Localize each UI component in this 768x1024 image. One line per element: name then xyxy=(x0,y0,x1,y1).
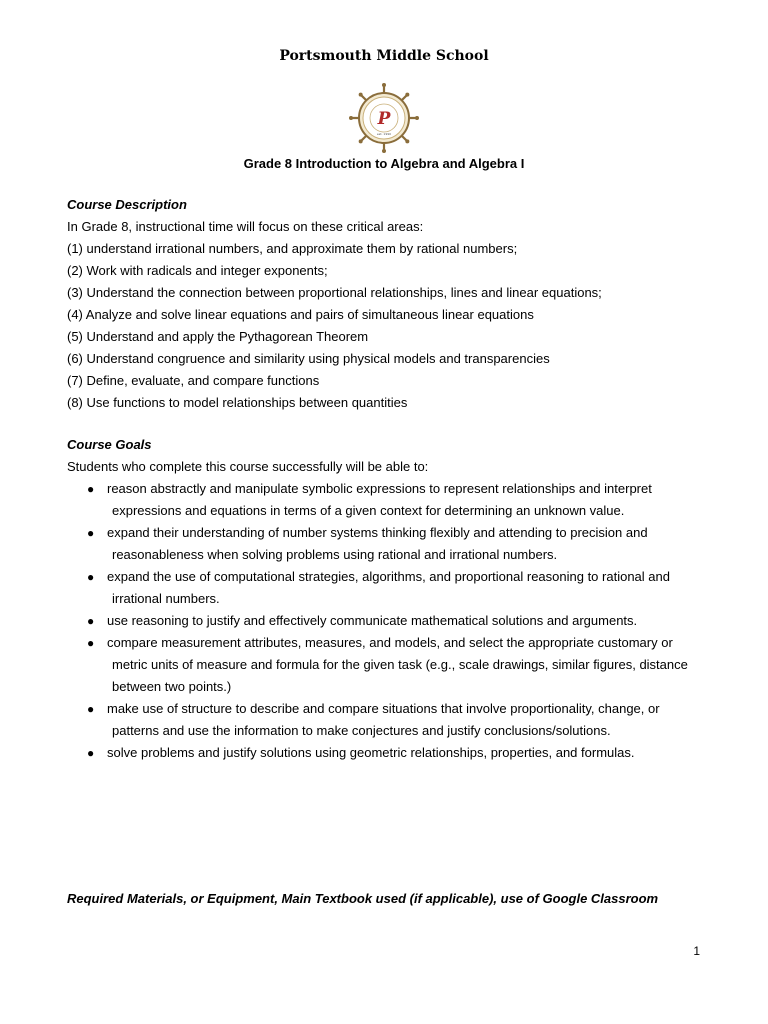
bullet-icon: ● xyxy=(87,570,95,584)
bullet-icon: ● xyxy=(87,636,95,650)
critical-area-item: (2) Work with radicals and integer exponents; xyxy=(67,263,328,278)
goal-item xyxy=(67,610,707,632)
bullet-icon: ● xyxy=(87,526,95,540)
critical-area-item: (1) understand irrational numbers, and approximate them by rational numbers; xyxy=(67,241,518,256)
goal-item xyxy=(67,698,707,742)
course-goals-section xyxy=(67,434,707,764)
goal-text: solve problems and justify solutions using geometric relationships, properties, and formulas. xyxy=(107,745,635,760)
school-name: Portsmouth Middle School xyxy=(279,48,489,64)
goal-item xyxy=(67,566,707,610)
seal-est-text: est. 1990 xyxy=(376,132,392,136)
critical-area-item: (5) Understand and apply the Pythagorean Theorem xyxy=(67,329,369,344)
bullet-icon: ● xyxy=(87,614,95,628)
course-description-section xyxy=(67,194,707,414)
seal-letter: P xyxy=(377,109,391,129)
critical-area-item: (7) Define, evaluate, and compare functions xyxy=(67,373,320,388)
bullet-icon: ● xyxy=(87,746,95,760)
required-materials-heading: Required Materials, or Equipment, Main Textbook used (if applicable), use of Google Classroom xyxy=(67,891,659,906)
critical-area-item: (6) Understand congruence and similarity using physical models and transparencies xyxy=(67,351,550,366)
course-description-intro: In Grade 8, instructional time will focus on these critical areas: xyxy=(67,219,424,234)
bullet-icon: ● xyxy=(87,482,95,496)
bullet-icon: ● xyxy=(87,702,95,716)
goal-text: reason abstractly and manipulate symbolic expressions to represent relationships and interpret expressions and equations in terms of a given context for determining an unknown value. xyxy=(107,481,652,518)
page-number: 1 xyxy=(693,944,700,958)
critical-area-item: (4) Analyze and solve linear equations and pairs of simultaneous linear equations xyxy=(67,307,534,322)
goal-item xyxy=(67,632,707,698)
goals-list xyxy=(67,478,707,764)
school-seal-logo xyxy=(348,82,420,154)
goal-text: use reasoning to justify and effectively communicate mathematical solutions and arguments. xyxy=(107,613,638,628)
critical-area-item: (8) Use functions to model relationships between quantities xyxy=(67,395,408,410)
critical-area-item: (3) Understand the connection between proportional relationships, lines and linear equations; xyxy=(67,285,602,300)
course-goals-intro: Students who complete this course successfully will be able to: xyxy=(67,459,429,474)
course-title: Grade 8 Introduction to Algebra and Algebra I xyxy=(243,156,525,171)
goal-text: expand their understanding of number systems thinking flexibly and attending to precision and reasonableness when solving problems using rational and irrational numbers. xyxy=(107,525,648,562)
goal-text: expand the use of computational strategies, algorithms, and proportional reasoning to rational and irrational numbers. xyxy=(107,569,670,606)
goal-item xyxy=(67,742,707,764)
goal-text: make use of structure to describe and compare situations that involve proportionality, change, or patterns and use the information to make conjectures and justify conclusions/solutions. xyxy=(107,701,660,738)
course-goals-heading: Course Goals xyxy=(67,437,152,452)
course-description-heading: Course Description xyxy=(67,197,187,212)
goal-item xyxy=(67,522,707,566)
goal-item xyxy=(67,478,707,522)
goal-text: compare measurement attributes, measures, and models, and select the appropriate customary or metric units of measure and formula for the given task (e.g., scale drawings, similar figures, distance between two points.) xyxy=(107,635,688,694)
